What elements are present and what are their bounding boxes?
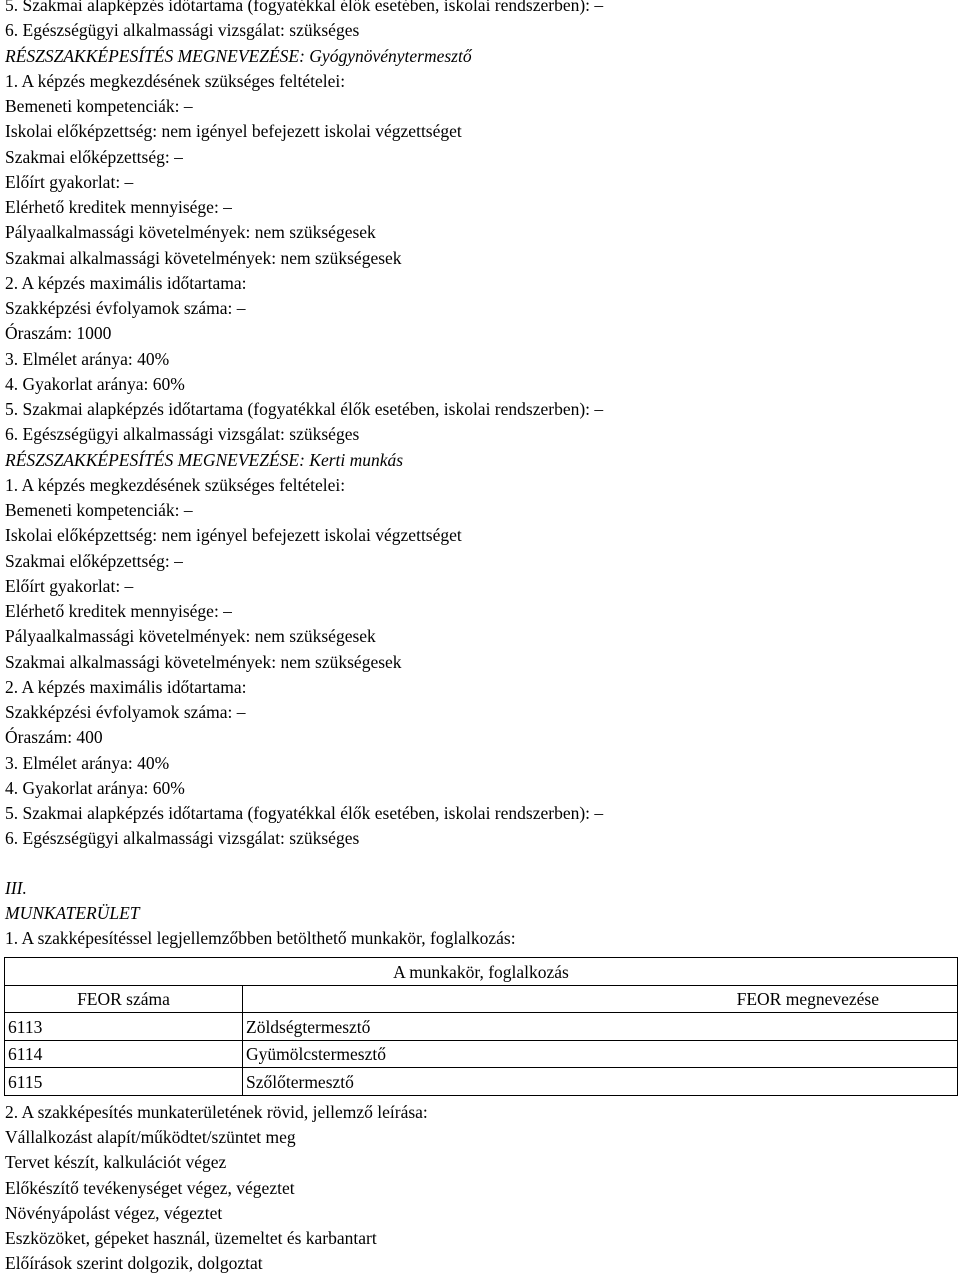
description-line: Előírások szerint dolgozik, dolgoztat bbox=[5, 1253, 263, 1274]
text-line: Pályaalkalmassági követelmények: nem szükségesek bbox=[5, 222, 376, 243]
feor-name-cell: Gyümölcstermesztő bbox=[243, 1040, 958, 1068]
table-header-feor-name: FEOR megnevezése bbox=[243, 985, 958, 1013]
description-line: Vállalkozást alapít/működtet/szüntet meg bbox=[5, 1127, 296, 1147]
section-title: RÉSZSZAKKÉPESÍTÉS MEGNEVEZÉSE: Gyógynövénytermesztő bbox=[5, 45, 472, 66]
feor-table bbox=[4, 957, 958, 1096]
text-line: 2. A képzés maximális időtartama: bbox=[5, 676, 247, 697]
text-line: 5. Szakmai alapképzés időtartama (fogyatékkal élők esetében, iskolai rendszerben): – bbox=[5, 399, 604, 419]
text-line: Bemeneti kompetenciák: – bbox=[5, 96, 193, 116]
text-line: Elérhető kreditek mennyisége: – bbox=[5, 601, 232, 621]
text-line: Iskolai előképzettség: nem igényel befejezett iskolai végzettséget bbox=[5, 121, 462, 142]
text-line: Pályaalkalmassági követelmények: nem szükségesek bbox=[5, 626, 376, 647]
table-row bbox=[5, 1013, 958, 1041]
feor-name-cell: Zöldségtermesztő bbox=[243, 1013, 958, 1041]
chapter-intro: 1. A szakképesítéssel legjellemzőbben betölthető munkakör, foglalkozás: bbox=[5, 928, 516, 948]
table-header-row bbox=[5, 985, 958, 1013]
description-line: Előkészítő tevékenységet végez, végeztet bbox=[5, 1177, 295, 1198]
text-line: 1. A képzés megkezdésének szükséges feltételei: bbox=[5, 474, 346, 495]
text-line: Szakképzési évfolyamok száma: – bbox=[5, 702, 246, 722]
description-line: Tervet készít, kalkulációt végez bbox=[5, 1152, 227, 1173]
text-line: Szakmai alkalmassági követelmények: nem szükségesek bbox=[5, 247, 402, 268]
feor-code-cell: 6114 bbox=[5, 1040, 243, 1068]
section-title: RÉSZSZAKKÉPESÍTÉS MEGNEVEZÉSE: Kerti munkás bbox=[5, 449, 404, 470]
text-line: Szakképzési évfolyamok száma: – bbox=[5, 298, 246, 318]
text-line: Iskolai előképzettség: nem igényel befejezett iskolai végzettséget bbox=[5, 525, 462, 546]
text-line: Előírt gyakorlat: – bbox=[5, 575, 134, 596]
table-row bbox=[5, 1068, 958, 1096]
table-row bbox=[5, 1040, 958, 1068]
chapter-number: III. bbox=[5, 877, 27, 898]
text-line: Szakmai előképzettség: – bbox=[5, 550, 183, 571]
text-line: 3. Elmélet aránya: 40% bbox=[5, 348, 170, 369]
text-line: 4. Gyakorlat aránya: 60% bbox=[5, 777, 185, 798]
table-header-feor-code: FEOR száma bbox=[5, 985, 243, 1013]
description-section bbox=[5, 1100, 955, 1277]
feor-code-cell: 6113 bbox=[5, 1013, 243, 1041]
section-kerti-munkas bbox=[5, 448, 955, 852]
text-line: Szakmai előképzettség: – bbox=[5, 146, 183, 167]
top-lines bbox=[5, 0, 955, 44]
description-title: 2. A szakképesítés munkaterületének rövid, jellemző leírása: bbox=[5, 1101, 428, 1122]
spacer bbox=[5, 852, 955, 876]
text-line: 6. Egészségügyi alkalmassági vizsgálat: szükséges bbox=[5, 828, 360, 849]
text-line: Előírt gyakorlat: – bbox=[5, 171, 134, 192]
text-line: 3. Elmélet aránya: 40% bbox=[5, 752, 170, 773]
section-gyogynoveny bbox=[5, 44, 955, 448]
text-line: 5. Szakmai alapképzés időtartama (fogyatékkal élők esetében, iskolai rendszerben): – bbox=[5, 803, 604, 823]
text-line: 5. Szakmai alapképzés időtartama (fogyatékkal élők esetében, iskolai rendszerben): – bbox=[5, 0, 604, 15]
description-line: Növényápolást végez, végeztet bbox=[5, 1202, 223, 1223]
text-line: 2. A képzés maximális időtartama: bbox=[5, 272, 247, 293]
text-line: Óraszám: 400 bbox=[5, 727, 103, 748]
document-page bbox=[5, 0, 955, 1277]
text-line: Óraszám: 1000 bbox=[5, 323, 112, 344]
text-line: 4. Gyakorlat aránya: 60% bbox=[5, 373, 185, 394]
feor-name-cell: Szőlőtermesztő bbox=[243, 1068, 958, 1096]
table-group-header-row bbox=[5, 958, 958, 986]
chapter-title: MUNKATERÜLET bbox=[5, 902, 140, 923]
text-line: 6. Egészségügyi alkalmassági vizsgálat: szükséges bbox=[5, 424, 360, 445]
feor-code-cell: 6115 bbox=[5, 1068, 243, 1096]
table-group-header: A munkakör, foglalkozás bbox=[5, 958, 958, 986]
text-line: Elérhető kreditek mennyisége: – bbox=[5, 197, 232, 217]
description-line: Eszközöket, gépeket használ, üzemeltet és karbantart bbox=[5, 1228, 377, 1248]
chapter-munkaterulet bbox=[5, 876, 955, 952]
text-line: Bemeneti kompetenciák: – bbox=[5, 500, 193, 520]
text-line: 6. Egészségügyi alkalmassági vizsgálat: szükséges bbox=[5, 20, 360, 41]
text-line: Szakmai alkalmassági követelmények: nem szükségesek bbox=[5, 651, 402, 672]
text-line: 1. A képzés megkezdésének szükséges feltételei: bbox=[5, 70, 346, 91]
